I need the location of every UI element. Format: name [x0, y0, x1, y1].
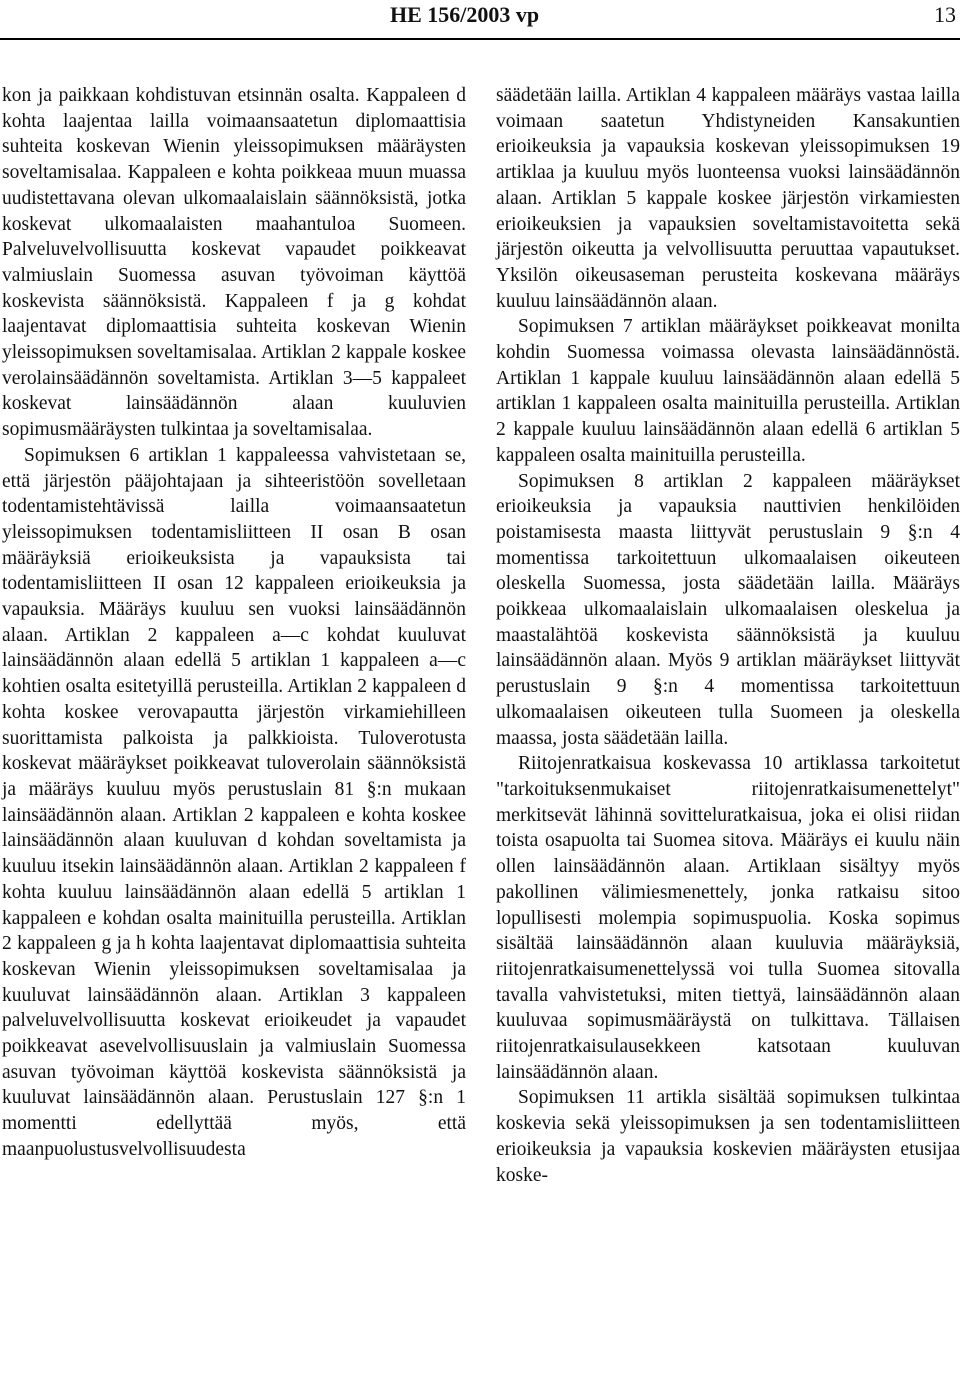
paragraph: Sopimuksen 7 artiklan määräykset poikkeavat monilta kohdin Suomessa voimassa olevasta lainsäädännöstä. Artiklan 1 kappale kuuluu lainsäädännön alaan edellä 5 artiklan 1 kappaleen osalta mainituilla perusteilla. Artiklan 2 kappale kuuluu lainsäädännön alaan edellä 6 artiklan 5 kappaleen osalta mainituilla perusteilla. — [496, 316, 960, 466]
paragraph: Sopimuksen 11 artikla sisältää sopimuksen tulkintaa koskevia sekä yleissopimuksen ja sen todentamisliitteen erioikeuksia ja vapauksia koskevien määräysten etusijaa koske- — [496, 1087, 960, 1186]
paragraph: Sopimuksen 6 artiklan 1 kappaleessa vahvistetaan se, että järjestön pääjohtajaan ja sihteeristöön sovelletaan todentamistehtävissä lailla voimaansaatetun yleissopimuksen todentamisliitteen II osan B osan määräyksiä erioikeuksista ja vapauksista tai todentamisliitteen II osan 12 kappaleen erioikeuksia ja vapauksia. Määräys kuuluu sen vuoksi lainsäädännön alaan. Artiklan 2 kappaleen a—c kohdat kuuluvat lainsäädännön alaan edellä 5 artiklan 1 kappaleen a—c kohtien osalta esitetyillä perusteilla. Artiklan 2 kappaleen d kohta koskee verovapautta järjestön virkamiehilleen suorittamista palkoista ja palkkioista. Tuloverotusta koskevat määräykset poikkeavat tuloverolain säännöksistä ja määräys kuuluu myös perustuslain 81 §:n mukaan lainsäädännön alaan. Artiklan 2 kappaleen e kohta koskee lainsäädännön alaan kuuluvan d kohdan soveltamista ja kuuluu itsekin lainsäädännön alaan. Artiklan 2 kappaleen f kohta kuuluu lainsäädännön alaan edellä 5 artiklan 1 kappaleen e kohdan osalta mainituilla perusteilla. Artiklan 2 kappaleen g ja h kohta laajentavat diplomaattisia suhteita koskevan Wienin yleissopimuksen soveltamisalaa ja kuuluvat lainsäädännön alaan. Artiklan 3 kappaleen palveluvelvollisuutta koskevat erioikeudet ja vapaudet poikkeavat asevelvollisuuslain ja valmiuslain Suomessa asuvan työvoiman käyttöä koskevista säännöksistä ja kuuluvat lainsäädännön alaan. Perustuslain 127 §:n 1 momentti edellyttää myös, että maanpuolustusvelvollisuudesta — [2, 444, 466, 1160]
paragraph: säädetään lailla. Artiklan 4 kappaleen määräys vastaa lailla voimaan saatetun Yhdistyneiden Kansakuntien erioikeuksia ja vapauksia koskevan yleissopimuksen 19 artiklaa ja kuuluu myös luonteensa vuoksi lainsäädännön alaan. Artiklan 5 kappale koskee järjestön virkamiesten erioikeuksien ja vapauksien soveltamistavoitetta sekä järjestön oikeutta ja velvollisuutta peruuttaa vapautukset. Yksilön oikeusaseman perusteita koskevana määräys kuuluu lainsäädännön alaan. — [496, 85, 960, 312]
document-id: HE 156/2003 vp — [390, 2, 540, 27]
page-header — [0, 0, 960, 44]
right-column — [496, 83, 960, 1188]
page-number: 13 — [934, 2, 956, 27]
paragraph: kon ja paikkaan kohdistuvan etsinnän osalta. Kappaleen d kohta laajentaa lailla voimaansaatetun diplomaattisia suhteita koskevan Wienin yleissopimuksen määräysten soveltamisalaa. Kappaleen e kohta poikkeaa muun muassa uudistettavana olevan ulkomaalaislain säännöksistä, jotka koskevat ulkomaalaisten maahantuloa Suomeen. Palveluvelvollisuutta koskevat vapaudet poikkeavat valmiuslain Suomessa asuvan työvoiman käyttöä koskevista säännöksistä. Kappaleen f ja g kohdat laajentavat diplomaattisia suhteita koskevan Wienin yleissopimuksen soveltamisalaa. Artiklan 2 kappale koskee verolainsäädännön soveltamista. Artiklan 3—5 kappaleet koskevat lainsäädännön alaan kuuluvien sopimusmääräysten tulkintaa ja soveltamisalaa. — [2, 85, 466, 441]
left-column — [2, 83, 466, 1163]
paragraph: Sopimuksen 8 artiklan 2 kappaleen määräykset erioikeuksia ja vapauksia nauttivien henkilöiden poistamisesta maasta liittyvät perustuslain 9 §:n 4 momentissa tarkoitettuun ulkomaalaisen oikeuteen oleskella Suomessa, josta säädetään lailla. Määräys poikkeaa ulkomaalaislain ulkomaalaisen oleskelua ja maastalähtöä koskevista säännöksistä ja kuuluu lainsäädännön alaan. Myös 9 artiklan määräykset liittyvät perustuslain 9 §:n 4 momentissa tarkoitettuun ulkomaalaisen oikeuteen tulla Suomeen ja oleskella maassa, josta säädetään lailla. — [496, 470, 960, 749]
header-divider — [0, 38, 960, 40]
paragraph: Riitojenratkaisua koskevassa 10 artiklassa tarkoitetut "tarkoituksenmukaiset riitojenratkaisumenettelyt" merkitsevät lähinnä sovitteluratkaisua, joka ei olisi riidan toista osapuolta tai Suomea sitova. Määräys ei kuulu näin ollen lainsäädännön alaan. Artiklaan sisältyy myös pakollinen välimiesmenettely, jonka ratkaisu sitoo lopullisesti molempia sopimuspuolia. Koska sopimus sisältää lainsäädännön alaan kuuluvia määräyksiä, riitojenratkaisumenettelyssä voi tulla Suomea sitovalla tavalla vahvistetuksi, miten tiettyä, lainsäädännön alaan kuuluvaa sopimusmääräystä on tulkittava. Tällaisen riitojenratkaisulausekkeen katsotaan kuuluvan lainsäädännön alaan. — [496, 753, 960, 1083]
